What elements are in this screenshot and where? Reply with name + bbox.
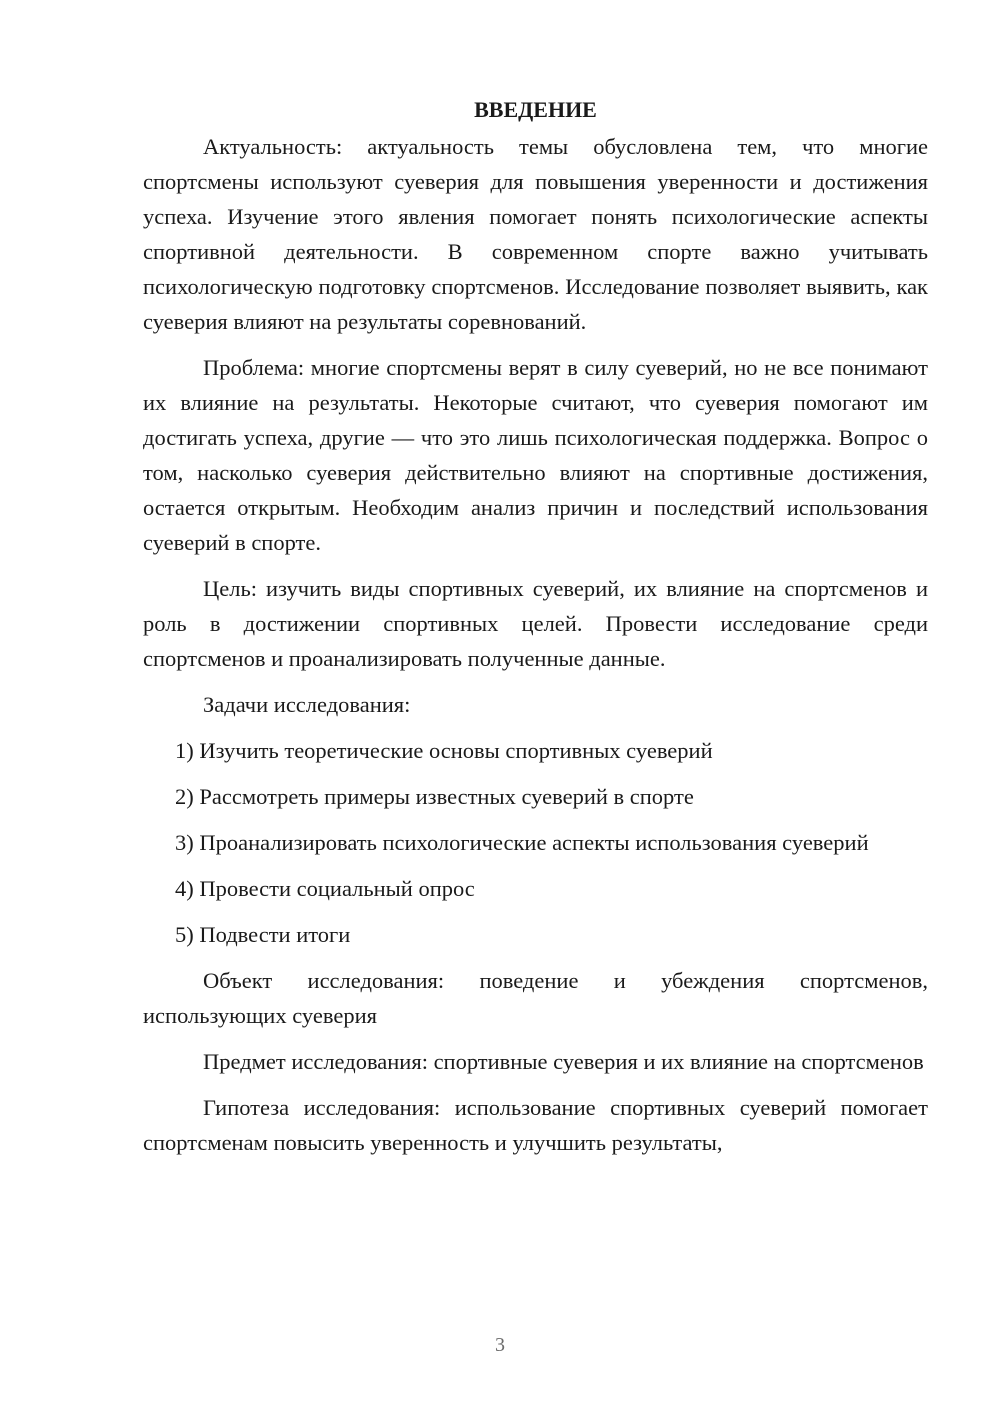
document-body [143,92,928,1171]
subject-paragraph: Предмет исследования: спортивные суеверия и их влияние на спортсменов [203,1049,924,1074]
page-number: 3 [495,1334,505,1356]
problem-paragraph: Проблема: многие спортсмены верят в силу суеверий, но не все понимают их влияние на результаты. Некоторые считают, что суеверия помогают им достигать успеха, другие — что это лишь психологическая поддержка. Вопрос о том, насколько суеверия действительно влияют на спортивные достижения, остается открытым. Необходим анализ причин и последствий использования суеверий в спорте. [143,355,928,555]
task-item-2: 2) Рассмотреть примеры известных суеверий в спорте [175,784,694,809]
task-item-3: 3) Проанализировать психологические аспекты использования суеверий [175,830,869,855]
task-item-1: 1) Изучить теоретические основы спортивных суеверий [175,738,713,763]
goal-paragraph: Цель: изучить виды спортивных суеверий, их влияние на спортсменов и роль в достижении спортивных целей. Провести исследование среди спортсменов и проанализировать полученные данные. [143,576,928,671]
task-item-5: 5) Подвести итоги [175,922,351,947]
tasks-heading: Задачи исследования: [203,692,411,717]
relevance-paragraph: Актуальность: актуальность темы обусловлена тем, что многие спортсмены используют суеверия для повышения уверенности и достижения успеха. Изучение этого явления помогает понять психологические аспекты спортивной деятельности. В современном спорте важно учитывать психологическую подготовку спортсменов. Исследование позволяет выявить, как суеверия влияют на результаты соревнований. [143,134,928,334]
hypothesis-paragraph: Гипотеза исследования: использование спортивных суеверий помогает спортсменам повысить уверенность и улучшить результаты, [143,1095,928,1155]
page-title: ВВЕДЕНИЕ [474,97,597,122]
task-item-4: 4) Провести социальный опрос [175,876,475,901]
object-paragraph: Объект исследования: поведение и убеждения спортсменов, использующих суеверия [143,968,928,1028]
